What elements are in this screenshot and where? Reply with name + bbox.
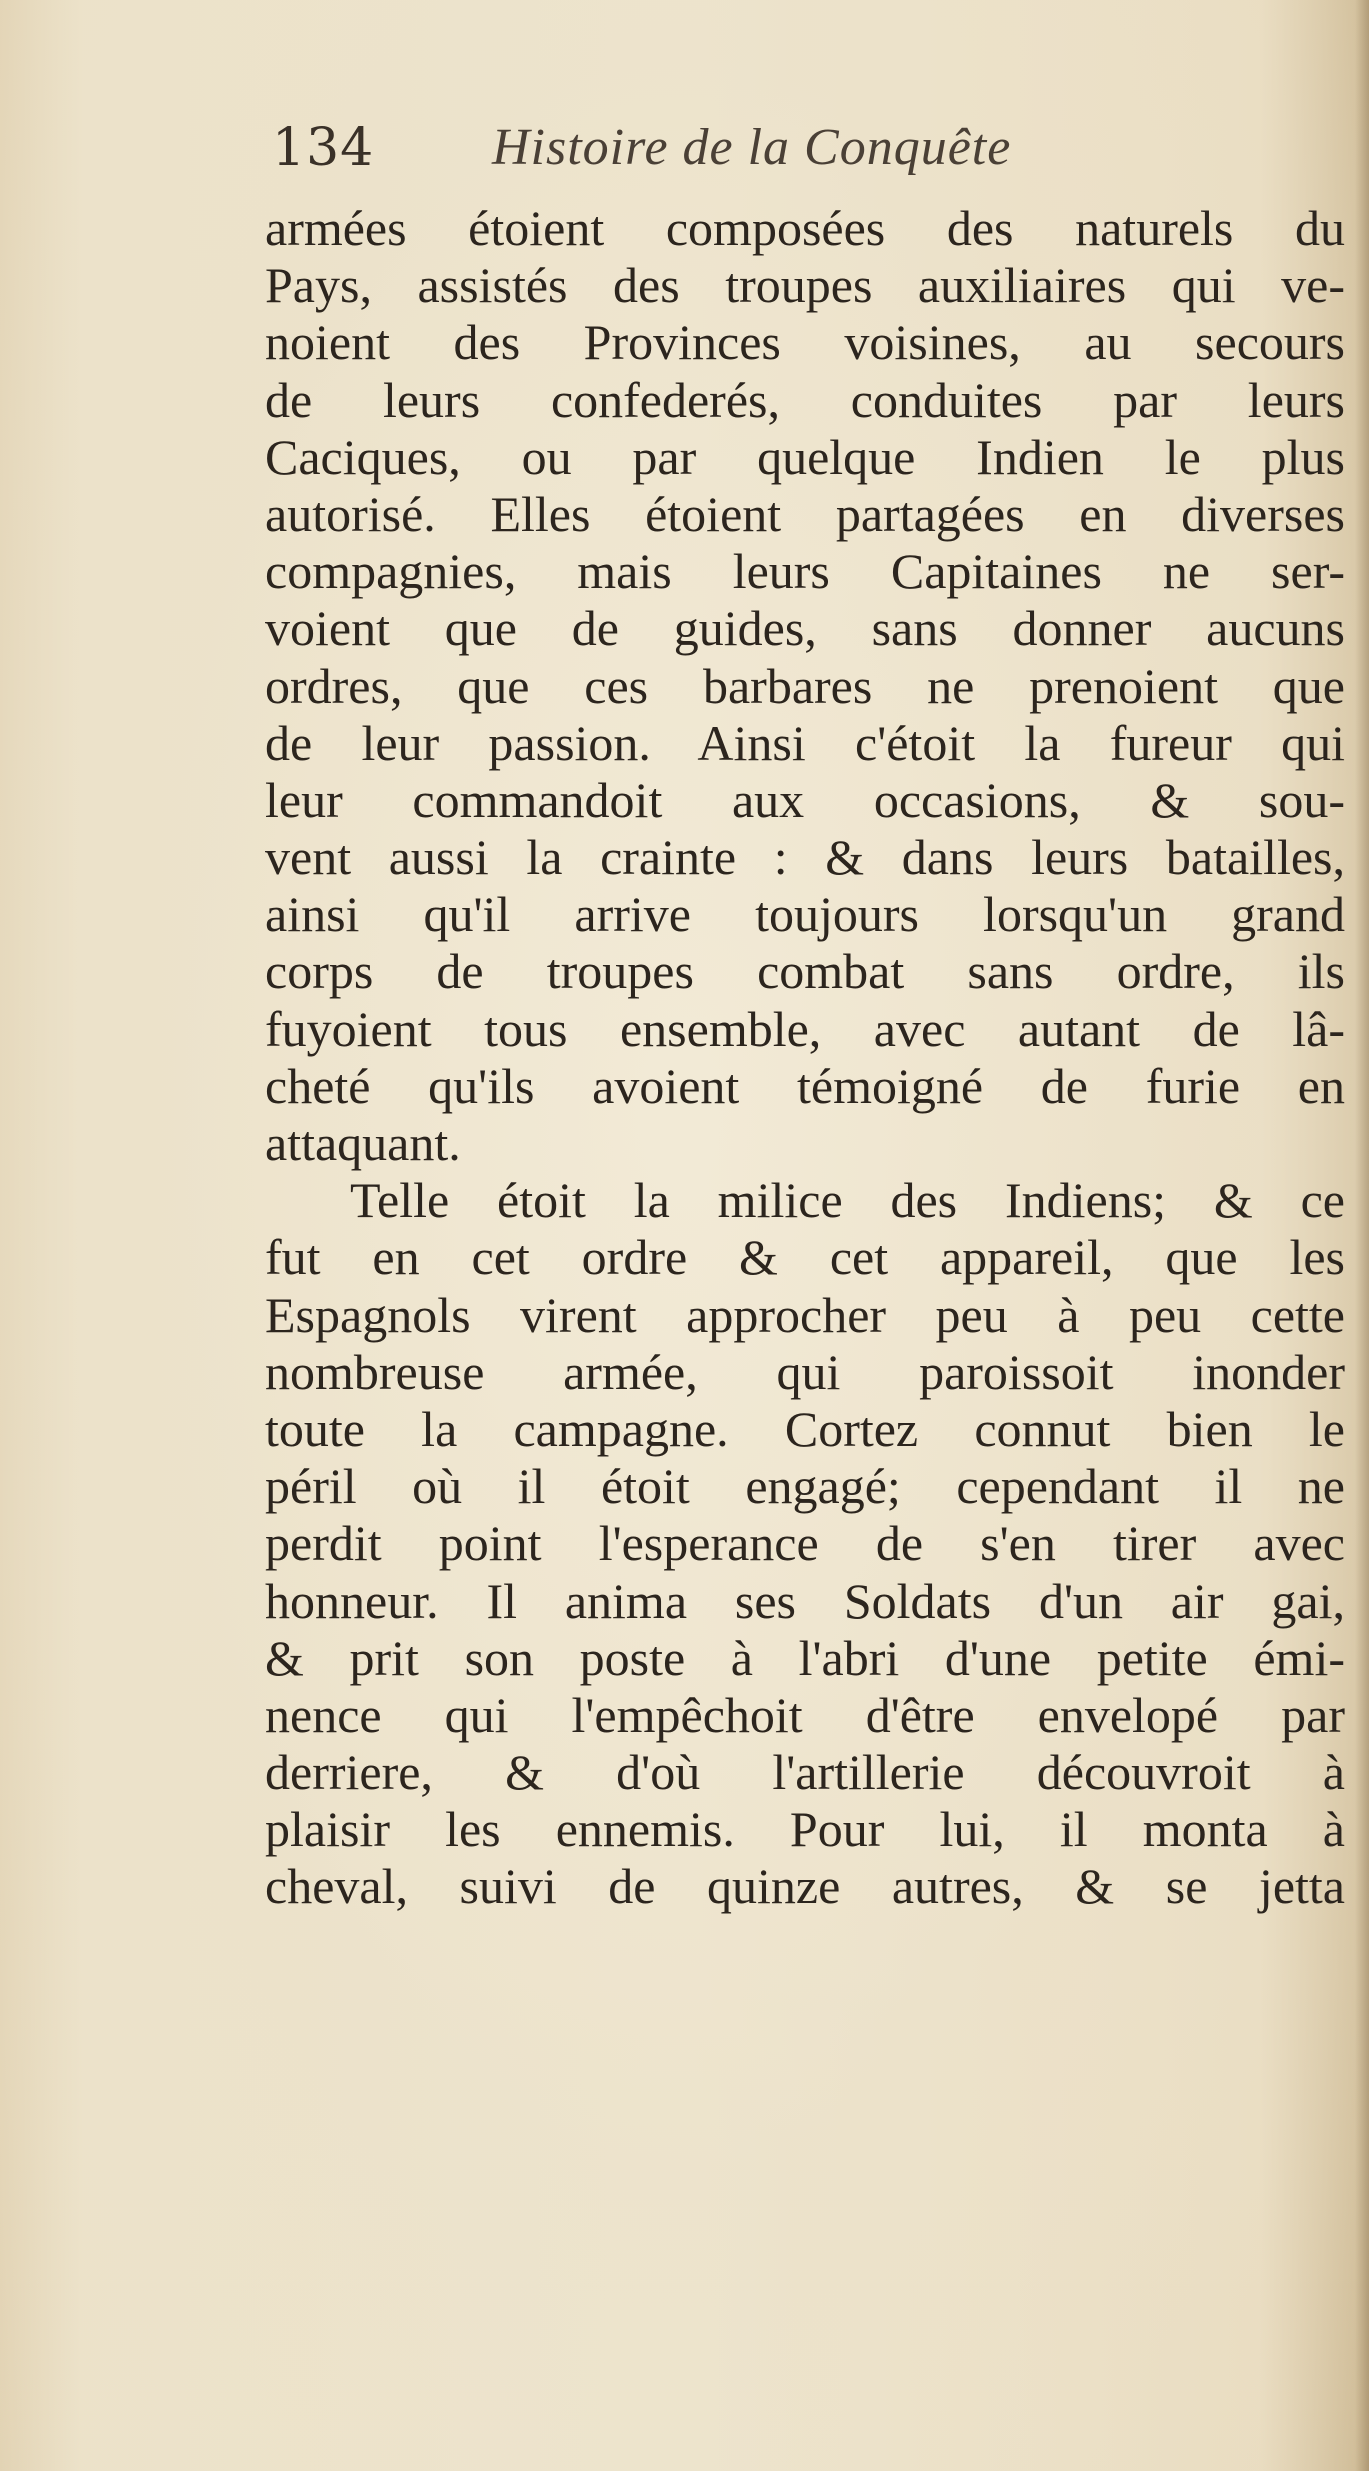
text-line: Caciques, ou par quelque Indien le plus bbox=[265, 428, 1345, 485]
running-title: Histoire de la Conquête bbox=[492, 119, 1012, 176]
text-line: Espagnols virent approcher peu à peu cette bbox=[265, 1286, 1345, 1343]
text-line: cheté qu'ils avoient témoigné de furie en bbox=[265, 1057, 1345, 1114]
text-line: derriere, & d'où l'artillerie découvroit à bbox=[265, 1744, 1345, 1801]
body-text bbox=[265, 200, 1345, 1916]
text-line: corps de troupes combat sans ordre, ils bbox=[265, 943, 1345, 1000]
text-line: de leurs confederés, conduites par leurs bbox=[265, 371, 1345, 428]
text-line: ainsi qu'il arrive toujours lorsqu'un grand bbox=[265, 886, 1345, 943]
page-edge-shadow bbox=[1355, 0, 1369, 2471]
text-line: fut en cet ordre & cet appareil, que les bbox=[265, 1229, 1345, 1286]
text-line: compagnies, mais leurs Capitaines ne ser- bbox=[265, 543, 1345, 600]
text-line: nombreuse armée, qui paroissoit inonder bbox=[265, 1343, 1345, 1400]
text-line-paragraph-start: Telle étoit la milice des Indiens; & ce bbox=[350, 1172, 1345, 1229]
text-line: péril où il étoit engagé; cependant il ne bbox=[265, 1458, 1345, 1515]
text-line: leur commandoit aux occasions, & sou- bbox=[265, 771, 1345, 828]
text-line: ordres, que ces barbares ne prenoient que bbox=[265, 657, 1345, 714]
text-line: & prit son poste à l'abri d'une petite émi- bbox=[265, 1629, 1345, 1686]
text-line: honneur. Il anima ses Soldats d'un air gai, bbox=[265, 1572, 1345, 1629]
text-line: armées étoient composées des naturels du bbox=[265, 200, 1345, 256]
page-number: 134 bbox=[272, 118, 375, 178]
text-line: voient que de guides, sans donner aucuns bbox=[265, 600, 1345, 657]
text-line: fuyoient tous ensemble, avec autant de lâ- bbox=[265, 1000, 1345, 1057]
text-line: nence qui l'empêchoit d'être envelopé par bbox=[265, 1686, 1345, 1743]
text-line: de leur passion. Ainsi c'étoit la fureur qui bbox=[265, 714, 1345, 771]
text-line: plaisir les ennemis. Pour lui, il monta à bbox=[265, 1801, 1345, 1858]
text-line: vent aussi la crainte : & dans leurs batailles, bbox=[265, 829, 1345, 886]
text-line: perdit point l'esperance de s'en tirer avec bbox=[265, 1515, 1345, 1572]
page-header bbox=[272, 118, 1332, 198]
text-line: cheval, suivi de quinze autres, & se jetta bbox=[265, 1858, 1345, 1915]
text-line: toute la campagne. Cortez connut bien le bbox=[265, 1400, 1345, 1457]
text-line-paragraph-end: attaquant. bbox=[265, 1115, 461, 1171]
text-line: autorisé. Elles étoient partagées en diverses bbox=[265, 485, 1345, 542]
text-line: Pays, assistés des troupes auxiliaires qui ve- bbox=[265, 257, 1345, 314]
text-line: noient des Provinces voisines, au secours bbox=[265, 314, 1345, 371]
